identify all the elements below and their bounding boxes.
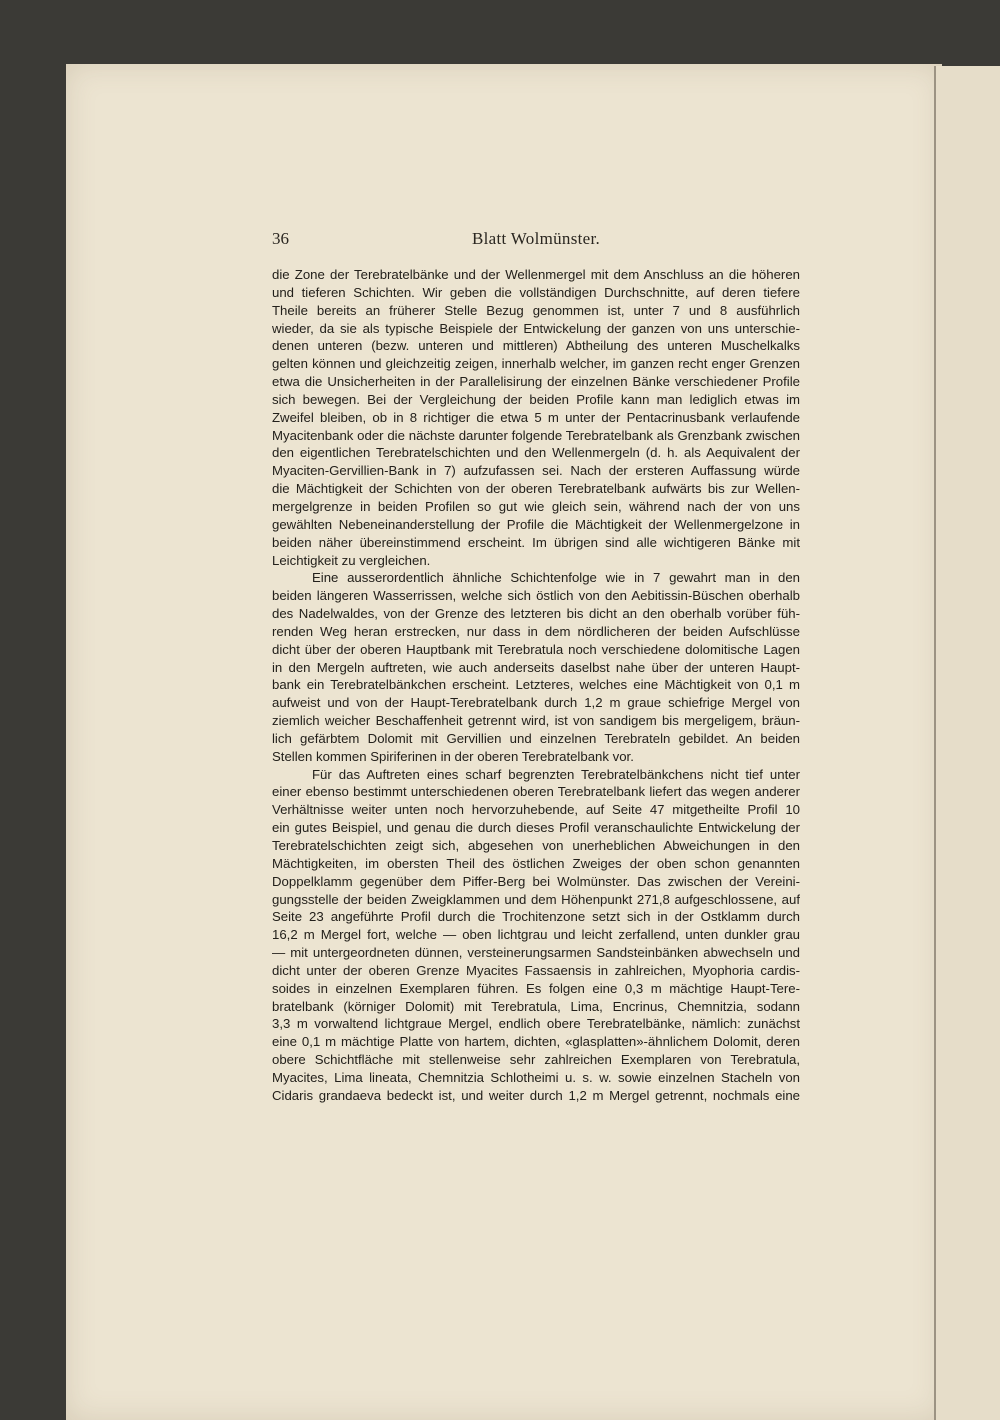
text-line: aufweist und von der Haupt-Terebratelbank durch 1,2 m graue schiefrige Mergel von [272, 695, 800, 711]
text-line: Doppelklamm gegenüber dem Piffer-Berg bei Wolmünster. Das zwischen der Vereini- [272, 873, 800, 889]
text-line: Zweifel bleiben, ob in 8 richtiger die etwa 5 m unter der Pentacrinusbank verlaufende [272, 409, 800, 425]
text-line: die Zone der Terebratelbänke und der Wellenmergel mit dem Anschluss an die höheren [272, 267, 800, 282]
text-line: in den Mergeln auftreten, wie auch anderseits daselbst nahe über der unteren Haupt- [272, 659, 800, 675]
text-line: bratelbank (körniger Dolomit) mit Terebratula, Lima, Encrinus, Chemnitzia, sodann [272, 998, 800, 1014]
text-line: Verhältnisse weiter unten noch hervorzuhebende, auf Seite 47 mitgetheilte Profil 10 [272, 802, 800, 818]
text-line: die Mächtigkeit der Schichten von der oberen Terebratelbank aufwärts bis zur Wellen- [272, 481, 800, 497]
text-line: einer ebenso bestimmt unterschiedenen oberen Terebratelbank liefert das wegen anderer [272, 784, 800, 800]
text-line: den eigentlichen Terebratelschichten und den Wellenmergeln (d. h. als Aequivalent der [272, 445, 800, 461]
text-line: Myacitenbank oder die nächste darunter folgende Terebratelbank als Grenzbank zwischen [272, 427, 800, 443]
text-line: Myacites, Lima lineata, Chemnitzia Schlotheimi u. s. w. sowie einzelnen Stacheln von [272, 1069, 800, 1085]
body-text [272, 266, 800, 1105]
text-line: etwa die Unsicherheiten in der Parallelisirung der einzelnen Bänke verschiedener Profile [272, 374, 800, 390]
text-line: 3,3 m vorwaltend lichtgraue Mergel, endlich obere Terebratelbänke, nämlich: zunächst [272, 1016, 800, 1032]
text-line: — mit untergeordneten dünnen, versteinerungsarmen Sandsteinbänken abwechseln und [272, 945, 800, 961]
text-line: und tieferen Schichten. Wir geben die vollständigen Durchschnitte, auf deren tiefere [272, 284, 800, 300]
text-line: Cidaris grandaeva bedeckt ist, und weiter durch 1,2 m Mergel getrennt, nochmals eine [272, 1087, 800, 1103]
text-line: Stellen kommen Spiriferinen in der oberen Terebratelbank vor. [272, 748, 634, 764]
running-title: Blatt Wolmünster. [472, 229, 601, 248]
text-line: dicht unter der oberen Grenze Myacites Fassaensis in zahlreichen, Myophoria cardis- [272, 962, 800, 978]
text-line: bank ein Terebratelbänkchen erscheint. Letzteres, welches eine Mächtigkeit von 0,1 m [272, 677, 800, 693]
text-line: beiden näher übereinstimmend erscheint. Im übrigen sind alle wichtigeren Bänke mit [272, 534, 800, 550]
text-line: dicht über der oberen Hauptbank mit Terebratula noch verschiedene dolomitische Lagen [272, 641, 800, 657]
text-line: des Nadelwaldes, von der Grenze des letzteren bis dicht an den oberhalb vorüber füh- [272, 606, 800, 622]
text-line: eine 0,1 m mächtige Platte von hartem, dichten, «glasplatten»-ähnlichem Dolomit, deren [272, 1034, 800, 1050]
text-line: Myaciten-Gervillien-Bank in 7) aufzufassen sei. Nach der ersteren Auffassung würde [272, 463, 800, 479]
text-line: Terebratelschichten zeigt sich, abgesehen von unerheblichen Abweichungen in den [272, 838, 800, 853]
text-line: obere Schichtfläche mit stellenweise sehr zahlreichen Exemplaren von Terebratula, [272, 1052, 800, 1068]
text-line: Mächtigkeiten, im obersten Theil des östlichen Zweiges der oben schon genannten [272, 855, 800, 871]
text-line: wieder, da sie als typische Beispiele der Entwickelung der ganzen von uns unterschie- [272, 320, 800, 336]
page-number: 36 [272, 229, 289, 248]
text-line: Leichtigkeit zu vergleichen. [272, 552, 431, 568]
page-header [272, 229, 800, 251]
text-line: Seite 23 angeführte Profil durch die Trochitenzone setzt sich in der Ostklamm durch [272, 909, 800, 925]
text-line: gelten können und gleichzeitig zeigen, innerhalb welcher, im ganzen recht enger Grenzen [272, 356, 800, 372]
text-line: gungsstelle der beiden Zweigklammen und dem Höhenpunkt 271,8 aufgeschlossene, auf [272, 891, 800, 907]
text-line: ziemlich weicher Beschaffenheit getrennt wird, ist von sandigem bis mergeligem, bräun- [272, 713, 800, 729]
text-line: mergelgrenze in beiden Profilen so gut wie gleich sein, während nach der von uns [272, 498, 800, 514]
text-line: Eine ausserordentlich ähnliche Schichtenfolge wie in 7 gewahrt man in den [312, 570, 800, 586]
text-line: 16,2 m Mergel fort, welche — oben lichtgrau und leicht zerfallend, unten dunkler grau [272, 927, 800, 943]
text-line: soides in einzelnen Exemplaren führen. Es folgen eine 0,3 m mächtige Haupt-Tere- [272, 980, 800, 996]
text-line: denen unteren (bezw. unteren und mittleren) Abtheilung des unteren Muschelkalks [272, 338, 800, 354]
text-line: Für das Auftreten eines scharf begrenzten Terebratelbänkchens nicht tief unter [312, 766, 800, 782]
text-line: sich bewegen. Bei der Vergleichung der beiden Profile kann man lediglich etwas im [272, 391, 800, 407]
text-line: lich gefärbtem Dolomit mit Gervillien und einzelnen Terebrateln gebildet. An beiden [272, 730, 800, 746]
text-line: Theile bereits an früherer Stelle Bezug genommen ist, unter 7 und 8 ausführlich [272, 302, 800, 318]
text-line: gewählten Nebeneinanderstellung der Profile die Mächtigkeit der Wellenmergelzone in [272, 516, 800, 532]
text-line: ein gutes Beispiel, und genau die durch dieses Profil veranschaulichte Entwickelung der [272, 820, 800, 836]
text-line: beiden längeren Wasserrissen, welche sich östlich von den Aebitissin-Büschen oberhalb [272, 588, 800, 604]
adjacent-page-edge [934, 66, 1000, 1420]
text-line: renden Weg heran erstrecken, nur dass in dem nördlicheren der beiden Aufschlüsse [272, 623, 800, 639]
